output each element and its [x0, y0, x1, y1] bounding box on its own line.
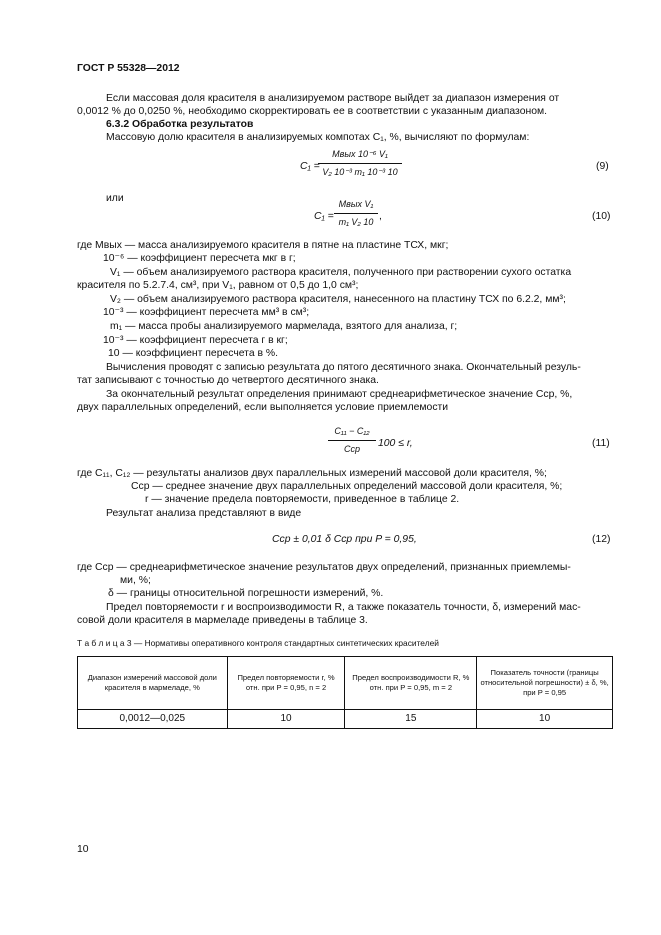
table-header-cell: Предел воспроизводимости R, % отн. при P = 0,95, m = 2 — [345, 657, 477, 710]
definition-line: 10 — коэффициент пересчета в %. — [108, 348, 279, 359]
definition-line: красителя по 5.2.7.4, см³, при V₁, равном от 0,5 до 1,0 см³; — [77, 280, 359, 291]
definition-line: ми, %; — [120, 575, 151, 586]
formula-10-tail: , — [379, 211, 382, 222]
formula-number: (12) — [592, 534, 611, 545]
formula-number: (9) — [596, 161, 609, 172]
formula-12: Cср ± 0,01 δ Cср при P = 0,95, — [272, 534, 417, 545]
table-cell: 15 — [345, 710, 477, 729]
fraction-bar — [318, 163, 402, 164]
definition-line: где C₁₁, C₁₂ — результаты анализов двух параллельных измерений массовой доли красителя, %; — [77, 468, 547, 479]
fraction-bar — [328, 440, 376, 441]
paragraph-line: Вычисления проводят с записью результата до пятого десятичного знака. Окончательный резуль- — [106, 362, 581, 373]
definition-line: m₁ — масса пробы анализируемого мармелада, взятого для анализа, г; — [110, 321, 458, 332]
table-header-cell: Диапазон измерений массовой доли красителя в мармеладе, % — [78, 657, 228, 710]
paragraph-line: 0,0012 % до 0,0250 %, необходимо скорректировать ее в соответствии с указанным диапазоном. — [77, 106, 548, 117]
formula-11-numerator: C₁₁ − C₁₂ — [334, 426, 370, 436]
paragraph-line: За окончательный результат определения принимают среднеарифметическое значение Cср, %, — [106, 389, 573, 400]
paragraph-line: Если массовая доля красителя в анализируемом растворе выйдет за диапазон измерения от — [106, 93, 560, 104]
definition-line: V₂ — объем анализируемого раствора красителя, нанесенного на пластину ТСХ по 6.2.2, мм³; — [110, 294, 566, 305]
section-title: 6.3.2 Обработка результатов — [106, 119, 254, 130]
page-number: 10 — [77, 844, 89, 855]
document-code: ГОСТ Р 55328—2012 — [77, 63, 180, 74]
table-cell: 10 — [227, 710, 345, 729]
formula-number: (11) — [592, 438, 610, 449]
formula-11-denominator: Cср — [343, 444, 360, 454]
formula-number: (10) — [592, 211, 611, 222]
definition-line: 10⁻³ — коэффициент пересчета мм³ в см³; — [103, 307, 310, 318]
table-caption: Т а б л и ц а 3 — Нормативы оперативного контроля стандартных синтетических красителей — [77, 638, 439, 648]
paragraph-line: Предел повторяемости r и воспроизводимости R, а также показатель точности, δ, измерений мас- — [106, 602, 581, 613]
table-cell: 0,0012—0,025 — [78, 710, 228, 729]
formula-10-denominator: m₁ V₂ 10 — [338, 217, 374, 227]
fraction-bar — [334, 213, 378, 214]
definition-line: Cср — среднее значение двух параллельных определений массовой доли красителя, %; — [131, 481, 563, 492]
definition-line: где Cср — среднеарифметическое значение результатов двух определений, признанных приемлемы- — [77, 562, 571, 573]
table-header-cell: Показатель точности (границы относительной погрешности) ± δ, %, при P = 0,95 — [477, 657, 613, 710]
definition-line: δ — границы относительной погрешности измерений, %. — [108, 588, 384, 599]
formula-10-lhs: C₁ = — [314, 211, 334, 222]
formula-9-numerator: Mвых 10⁻⁶ V₁ — [332, 149, 388, 159]
paragraph-line: двух параллельных определений, если выполняется условие приемлемости — [77, 402, 449, 413]
table-header-cell: Предел повторяемости r, % отн. при P = 0,95, n = 2 — [227, 657, 345, 710]
definition-line: r — значение предела повторяемости, приведенное в таблице 2. — [145, 494, 460, 505]
definition-line: V₁ — объем анализируемого раствора красителя, полученного при растворении сухого остатка — [110, 267, 572, 278]
table-row — [78, 710, 613, 729]
table-header-row — [78, 657, 613, 710]
formula-10-numerator: Mвых V₁ — [338, 199, 374, 209]
definition-line: где Mвых — масса анализируемого красителя в пятне на пластине ТСХ, мкг; — [77, 240, 449, 251]
formula-9-lhs: C₁ = — [300, 161, 320, 172]
formula-9-denominator: V₂ 10⁻³ m₁ 10⁻³ 10 — [322, 167, 398, 177]
paragraph-line: тат записывают с точностью до четвертого десятичного знака. — [77, 375, 379, 386]
paragraph-line: или — [106, 193, 124, 204]
paragraph-line: совой доли красителя в мармеладе приведены в таблице 3. — [77, 615, 368, 626]
paragraph-line: Результат анализа представляют в виде — [106, 508, 302, 519]
norms-table — [77, 656, 613, 729]
formula-11-rhs: 100 ≤ r, — [378, 438, 413, 449]
definition-line: 10⁻⁶ — коэффициент пересчета мкг в г; — [103, 253, 296, 264]
table-cell: 10 — [477, 710, 613, 729]
definition-line: 10⁻³ — коэффициент пересчета г в кг; — [103, 335, 288, 346]
paragraph-line: Массовую долю красителя в анализируемых компотах С₁, %, вычисляют по формулам: — [106, 132, 530, 143]
